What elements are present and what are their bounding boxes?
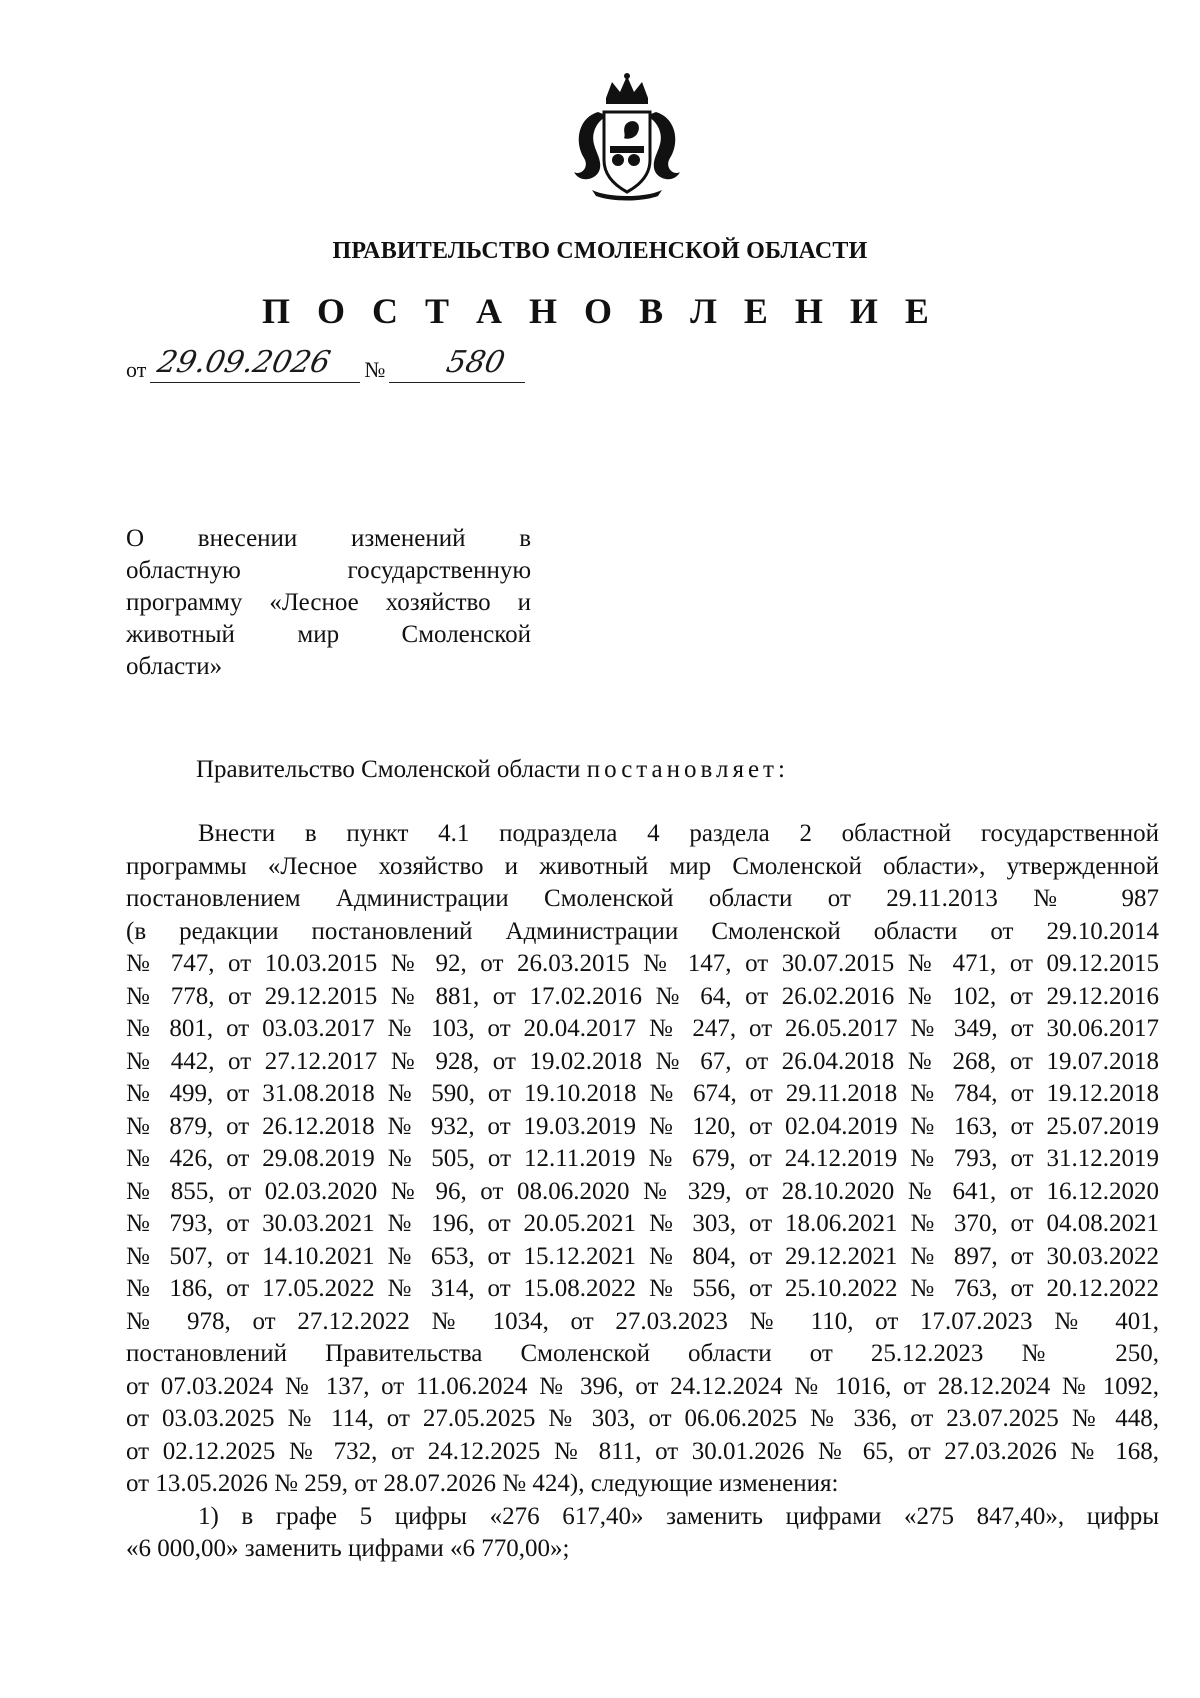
body-line: от 02.12.2025 № 732, от 24.12.2025 № 811, от 30.01.2026 № 65, от 27.03.2026 № 168, bbox=[126, 1437, 1159, 1465]
subject-line: областную государственную bbox=[126, 557, 531, 584]
date-number-line bbox=[126, 345, 525, 383]
body-line: № 442, от 27.12.2017 № 928, от 19.02.2018 № 67, от 26.04.2018 № 268, от 19.07.2018 bbox=[126, 1047, 1159, 1075]
subject-line: О внесении изменений в bbox=[126, 525, 531, 552]
body-line: № 747, от 10.03.2015 № 92, от 26.03.2015 № 147, от 30.07.2015 № 471, от 09.12.2015 bbox=[126, 950, 1159, 977]
preamble-text: Правительство Смоленской области bbox=[196, 756, 587, 783]
body-line: № 186, от 17.05.2022 № 314, от 15.08.2022 № 556, от 25.10.2022 № 763, от 20.12.2022 bbox=[126, 1275, 1159, 1302]
body-line: № 793, от 30.03.2021 № 196, от 20.05.2021 № 303, от 18.06.2021 № 370, от 04.08.2021 bbox=[126, 1210, 1159, 1237]
number-label: № bbox=[364, 357, 386, 382]
organization-name: ПРАВИТЕЛЬСТВО СМОЛЕНСКОЙ ОБЛАСТИ bbox=[332, 238, 868, 264]
body-line: № 978, от 27.12.2022 № 1034, от 27.03.2023 № 110, от 17.07.2023 № 401, bbox=[126, 1307, 1159, 1335]
subject-line: животный мир Смоленской bbox=[126, 621, 531, 648]
body-line: Внести в пункт 4.1 подраздела 4 раздела 2 областной государственной bbox=[198, 820, 1159, 847]
preamble bbox=[196, 756, 789, 784]
body-line: 1) в графе 5 цифры «276 617,40» заменить цифрами «275 847,40», цифры bbox=[198, 1502, 1159, 1530]
body-line: № 801, от 03.03.2017 № 103, от 20.04.2017 № 247, от 26.05.2017 № 349, от 30.06.2017 bbox=[126, 1015, 1159, 1042]
coat-of-arms-icon bbox=[568, 72, 686, 202]
body-line: № 778, от 29.12.2015 № 881, от 17.02.2016 № 64, от 26.02.2016 № 102, от 29.12.2016 bbox=[126, 982, 1159, 1010]
subject-line: программу «Лесное хозяйство и bbox=[126, 589, 531, 616]
body-line: постановлением Администрации Смоленской области от 29.11.2013 № 987 bbox=[126, 885, 1159, 912]
handwritten-date: 29.09.2026 bbox=[154, 345, 334, 380]
subject-line: области» bbox=[126, 653, 223, 680]
body-line: постановлений Правительства Смоленской области от 25.12.2023 № 250, bbox=[126, 1340, 1159, 1367]
body-line: № 499, от 31.08.2018 № 590, от 19.10.2018 № 674, от 29.11.2018 № 784, от 19.12.2018 bbox=[126, 1080, 1159, 1107]
body-line: от 13.05.2026 № 259, от 28.07.2026 № 424), следующие изменения: bbox=[126, 1470, 839, 1497]
body-line: (в редакции постановлений Администрации Смоленской области от 29.10.2014 bbox=[126, 917, 1159, 945]
body-line: от 03.03.2025 № 114, от 27.05.2025 № 303, от 06.06.2025 № 336, от 23.07.2025 № 448, bbox=[126, 1405, 1159, 1432]
handwritten-number: 580 bbox=[443, 345, 509, 380]
body-line: № 879, от 26.12.2018 № 932, от 19.03.2019 № 120, от 02.04.2019 № 163, от 25.07.2019 bbox=[126, 1112, 1159, 1140]
date-field bbox=[150, 345, 360, 383]
body-line: «6 000,00» заменить цифрами «6 770,00»; bbox=[126, 1535, 570, 1562]
number-field bbox=[389, 345, 525, 383]
body-line: № 426, от 29.08.2019 № 505, от 12.11.2019 № 679, от 24.12.2019 № 793, от 31.12.2019 bbox=[126, 1145, 1159, 1172]
body-line: № 855, от 02.03.2020 № 96, от 08.06.2020 № 329, от 28.10.2020 № 641, от 16.12.2020 bbox=[126, 1177, 1159, 1205]
document-body bbox=[126, 818, 1159, 1566]
preamble-verb: постановляет: bbox=[586, 756, 789, 783]
document-subject bbox=[126, 523, 531, 683]
body-line: программы «Лесное хозяйство и животный мир Смоленской области», утвержденной bbox=[126, 852, 1159, 880]
document-type-title: П О С Т А Н О В Л Е Н И Е bbox=[262, 291, 938, 331]
body-line: от 07.03.2024 № 137, от 11.06.2024 № 396, от 24.12.2024 № 1016, от 28.12.2024 № 1092, bbox=[126, 1372, 1159, 1400]
date-prefix: от bbox=[126, 357, 147, 382]
body-line: № 507, от 14.10.2021 № 653, от 15.12.2021 № 804, от 29.12.2021 № 897, от 30.03.2022 bbox=[126, 1242, 1159, 1270]
